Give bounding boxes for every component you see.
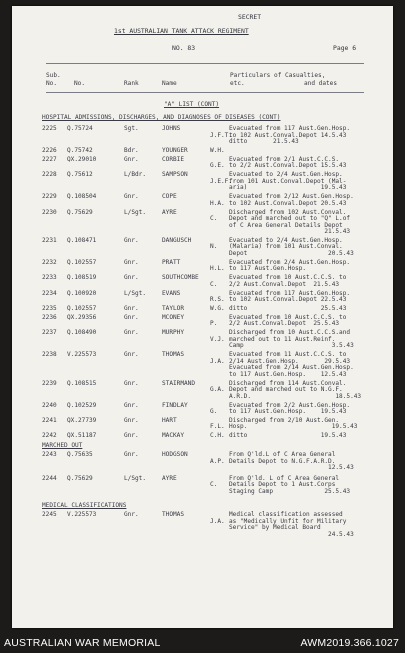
entry-initials: N. <box>210 243 218 251</box>
entry-name: CORBIE <box>162 155 185 163</box>
entry-sub-no: 2245 <box>42 511 57 519</box>
entry-sub-no: 2225 <box>42 125 57 132</box>
entry-particulars-line: Depot and marched out to N.G.F. <box>229 386 343 394</box>
entry-particulars-line: (Malaria) from 101 Aust.Conval. <box>229 243 343 251</box>
entry-initials: G. <box>210 408 218 415</box>
entry-particulars-line: Camp 3.5.43 <box>229 342 354 350</box>
entry-initials: H.L. <box>210 265 225 273</box>
entry-particulars-line: Evacuated to 2/4 Aust.Gen.Hosp. <box>229 236 343 244</box>
entry-rank: Gnr. <box>124 313 139 321</box>
entry-particulars-line: marched out to 11 Aust.Reinf. <box>229 335 336 343</box>
entry-particulars-line: Evacuated from 117 Aust.Gen.Hosp. <box>229 125 351 132</box>
entry-initials: G.E. <box>210 162 225 170</box>
entry-particulars-line: Discharged from 2/10 Aust.Gen. <box>229 416 340 424</box>
entry-rank: Gnr. <box>124 305 139 312</box>
entry-service-no: Q.75612 <box>67 171 93 179</box>
entry-sub-no: 2242 <box>42 432 57 440</box>
entry-name: THOMAS <box>162 351 185 359</box>
entry-service-no: QX.51187 <box>67 432 97 440</box>
entry-particulars-line: ditto 19.5.43 <box>229 432 347 440</box>
section-heading-hospital: HOSPITAL ADMISSIONS, DISCHARGES, AND DIAGNOSES OF DISEASES (CONT) <box>42 114 281 121</box>
entry-sub-no: 2243 <box>42 451 57 459</box>
archive-footer <box>0 632 405 653</box>
entry-sub-no: 2228 <box>42 171 57 179</box>
entry-name: JOHNS <box>162 125 181 132</box>
entry-name: TAYLOR <box>162 305 185 312</box>
entry-particulars-line: from 101 Aust.Conval.Depot (Mal- <box>229 177 347 185</box>
document-page <box>12 6 393 628</box>
entry-particulars-line: to 102 Aust.Conval.Depot 22.5.43 <box>229 296 347 304</box>
entry-sub-no: 2231 <box>42 236 57 244</box>
entry-particulars-line: to 2/2 Aust.Conval.Depot 15.5.43 <box>229 162 347 170</box>
entry-service-no: Q.100920 <box>67 289 97 297</box>
entry-sub-no: 2241 <box>42 416 57 424</box>
entry-sub-no: 2226 <box>42 146 57 154</box>
entry-particulars-line: Hosp. 19.5.43 <box>229 423 358 431</box>
column-header-particulars: Particulars of Casualties, <box>230 72 326 79</box>
entry-service-no: Q.75629 <box>67 474 93 482</box>
entry-particulars-line: Evacuated from 2/14 Aust.Gen.Hosp. <box>229 364 354 372</box>
entry-initials: H.A. <box>210 199 225 207</box>
section-heading-medical: MEDICAL CLASSIFICATIONS <box>42 502 127 510</box>
entry-service-no: V.225573 <box>67 351 97 359</box>
entry-name: HART <box>162 416 177 424</box>
entry-particulars-line: Evacuated from 10 Aust.C.C.S. to <box>229 274 347 282</box>
entry-initials: C. <box>210 280 218 288</box>
entry-particulars-line: 2/14 Aust.Gen.Hosp. 29.5.43 <box>229 357 351 365</box>
entry-initials: R.S. <box>210 296 225 304</box>
entry-sub-no: 2236 <box>42 313 57 321</box>
entry-sub-no: 2230 <box>42 208 57 216</box>
entry-particulars-line: Evacuated from 117 Aust.Gen.Hosp. <box>229 289 351 297</box>
entry-name: MCONEY <box>162 313 185 321</box>
entry-sub-no: 2240 <box>42 401 57 409</box>
entry-particulars-line: Depot and marched out to "Q" L.of <box>229 215 351 222</box>
entry-initials: J.A. <box>210 517 225 525</box>
entry-name: MURPHY <box>162 329 185 337</box>
entry-sub-no: 2227 <box>42 155 57 163</box>
entry-sub-no: 2244 <box>42 474 57 482</box>
entry-particulars-line: 2/2 Aust.Conval.Depot 25.5.43 <box>229 320 340 328</box>
entry-particulars-line: 24.5.43 <box>229 530 354 538</box>
entry-particulars-line: Evacuated from 2/2 Aust.Gen.Hosp. <box>229 401 351 409</box>
entry-sub-no: 2234 <box>42 289 57 297</box>
entry-name: EVANS <box>162 289 181 297</box>
footer-accession: AWM2019.366.1027 <box>300 637 399 649</box>
entry-service-no: Q.102529 <box>67 401 97 409</box>
entry-name: COPE <box>162 193 177 201</box>
entry-rank: L/Sgt. <box>124 474 147 482</box>
entry-particulars-line: 21.5.43 <box>229 228 351 235</box>
entry-name: AYRE <box>162 474 177 482</box>
entry-service-no: Q.108471 <box>67 236 97 244</box>
entry-rank: Gnr. <box>124 329 139 337</box>
page-number: Page 6 <box>333 44 357 52</box>
entry-particulars-line: to 117 Aust.Gen.Hosp. 19.5.43 <box>229 408 347 415</box>
entry-name: FINDLAY <box>162 401 188 409</box>
entry-rank: Bdr. <box>124 146 139 154</box>
entry-rank: Gnr. <box>124 193 139 201</box>
list-section-title: "A" LIST (CONT) <box>164 101 220 108</box>
entry-initials: A.P. <box>210 457 225 465</box>
header-rule-top <box>46 63 364 64</box>
entry-particulars-line: to 102 Aust.Conval.Depot 14.5.43 <box>229 131 347 139</box>
column-header-rank: Rank <box>124 80 139 87</box>
entry-service-no: Q.75629 <box>67 208 93 216</box>
entry-service-no: Q.108490 <box>67 329 97 337</box>
entry-service-no: Q.102557 <box>67 258 97 266</box>
entry-particulars-line: Evacuated to 2/4 Aust.Gen.Hosp. <box>229 171 343 179</box>
entry-name: YOUNGER <box>162 146 188 154</box>
entry-particulars-line: Medical classification assessed <box>229 511 343 519</box>
entry-name: SOUTHCOMBE <box>162 274 199 282</box>
entry-particulars-line: Discharged from 10 Aust.C.C.S.and <box>229 329 351 337</box>
entry-particulars-line: Details Depot to N.G.F.A.R.D. <box>229 457 336 465</box>
entry-initials: W.G. <box>210 305 225 312</box>
entry-initials: J.F.T. <box>210 131 233 139</box>
entry-name: STAIRMAND <box>162 379 196 387</box>
entry-sub-no: 2229 <box>42 193 57 201</box>
entry-name: AYRE <box>162 208 177 216</box>
order-number: NO. 83 <box>172 44 196 52</box>
entry-name: MACKAY <box>162 432 185 440</box>
column-header-name: Name <box>162 80 177 87</box>
entry-particulars-line: Details Depot to 1 Aust.Corps <box>229 481 336 489</box>
entry-rank: Gnr. <box>124 401 139 409</box>
entry-particulars-line: as "Medically Unfit for Military <box>229 517 347 525</box>
section-heading-marched-out: MARCHED OUT <box>42 442 83 450</box>
entry-service-no: QX.29356 <box>67 313 97 321</box>
column-header-dates: and dates <box>304 80 338 87</box>
entry-service-no: V.225573 <box>67 511 97 519</box>
entry-service-no: QX.29010 <box>67 155 97 163</box>
entry-rank: Gnr. <box>124 236 139 244</box>
entry-initials: J.E.F. <box>210 177 233 185</box>
entry-rank: Gnr. <box>124 379 139 387</box>
entry-service-no: Q.108504 <box>67 193 97 201</box>
entry-particulars-line: Evacuated from 2/1 Aust.C.C.S. <box>229 155 340 163</box>
security-stamp: SECRET <box>238 13 262 21</box>
entry-initials: P. <box>210 320 218 328</box>
entry-initials: C.H. <box>210 432 225 440</box>
entry-particulars-line: Service" by Medical Board <box>229 524 321 532</box>
entry-particulars-line: Discharged from 102 Aust.Conval. <box>229 208 347 216</box>
entry-initials: G.A. <box>210 386 225 394</box>
entry-particulars-line: to 117 Aust.Gen.Hosp. 12.5.43 <box>229 370 347 378</box>
entry-particulars-line: 12.5.43 <box>229 464 354 472</box>
entry-particulars-line: ditto 21.5.43 <box>229 138 299 145</box>
entry-particulars-line: From Q'ld. L of C Area General <box>229 474 340 482</box>
entry-rank: Gnr. <box>124 155 139 163</box>
entry-rank: Gnr. <box>124 416 139 424</box>
entry-particulars-line: A.R.D. 18.5.43 <box>229 392 362 400</box>
entry-rank: Gnr. <box>124 451 139 459</box>
entry-particulars-line: From Q'ld.L of C Area General <box>229 451 336 459</box>
entry-service-no: Q.75742 <box>67 146 93 154</box>
column-header-sub-no: No. <box>46 80 58 87</box>
entry-particulars-line: of C Area General Details Depot <box>229 221 343 229</box>
entry-service-no: Q.102557 <box>67 305 97 312</box>
entry-particulars-line: Evacuated from 11 Aust.C.C.S. to <box>229 351 347 359</box>
entry-particulars-line: to 117 Aust.Gen.Hosp. <box>229 265 307 273</box>
entry-particulars-line: to 102 Aust.Conval.Depot 20.5.43 <box>229 199 347 207</box>
entry-particulars-line: Evacuated from 10 Aust.C.C.S. to <box>229 313 347 321</box>
entry-service-no: Q.75635 <box>67 451 93 459</box>
column-header-no: No. <box>74 80 86 87</box>
footer-institution: AUSTRALIAN WAR MEMORIAL <box>4 637 161 649</box>
header-rule-bottom <box>46 92 364 93</box>
entry-rank: Gnr. <box>124 274 139 282</box>
entry-service-no: Q.75724 <box>67 125 93 132</box>
entry-initials: C. <box>210 215 218 222</box>
entry-service-no: Q.108515 <box>67 379 97 387</box>
entry-rank: Gnr. <box>124 432 139 440</box>
entry-name: HODGSON <box>162 451 188 459</box>
entry-sub-no: 2233 <box>42 274 57 282</box>
column-header-sub: Sub. <box>46 72 61 79</box>
entry-service-no: Q.108519 <box>67 274 97 282</box>
entry-name: THOMAS <box>162 511 185 519</box>
entry-rank: L/Sgt. <box>124 289 147 297</box>
entry-particulars-line: Evacuated from 2/4 Aust.Gen.Hosp. <box>229 258 351 266</box>
entry-sub-no: 2232 <box>42 258 57 266</box>
entry-particulars-line: ditto 25.5.43 <box>229 305 347 312</box>
unit-title: 1st AUSTRALIAN TANK ATTACK REGIMENT <box>114 27 249 35</box>
entry-rank: L/Bdr. <box>124 171 147 179</box>
entry-particulars-line: Staging Camp 25.5.43 <box>229 487 351 495</box>
entry-name: PRATT <box>162 258 181 266</box>
entry-particulars-line: aria) 19.5.43 <box>229 184 347 192</box>
entry-initials: J.A. <box>210 357 225 365</box>
entry-initials: W.H. <box>210 146 225 154</box>
entry-sub-no: 2235 <box>42 305 57 312</box>
entry-initials: V.J. <box>210 335 225 343</box>
entry-rank: Gnr. <box>124 511 139 519</box>
entry-particulars-line: 2/2 Aust.Conval.Depot 21.5.43 <box>229 280 340 288</box>
entry-name: SAMPSON <box>162 171 188 179</box>
entry-particulars-line: Evacuated from 2/12 Aust.Gen.Hosp. <box>229 193 354 201</box>
entry-service-no: QX.27739 <box>67 416 97 424</box>
entry-rank: Gnr. <box>124 351 139 359</box>
entry-name: DANGUSCH <box>162 236 192 244</box>
column-header-etc: etc. <box>230 80 245 87</box>
entry-rank: Gnr. <box>124 258 139 266</box>
entry-rank: Sgt. <box>124 125 139 132</box>
entry-sub-no: 2237 <box>42 329 57 337</box>
entry-rank: L/Sgt. <box>124 208 147 216</box>
entry-sub-no: 2239 <box>42 379 57 387</box>
entry-initials: F.L. <box>210 423 225 431</box>
entry-sub-no: 2238 <box>42 351 57 359</box>
entry-particulars-line: Discharged from 114 Aust.Conval. <box>229 379 347 387</box>
entry-particulars-line: Depot 20.5.43 <box>229 249 354 257</box>
entry-initials: C. <box>210 481 218 489</box>
